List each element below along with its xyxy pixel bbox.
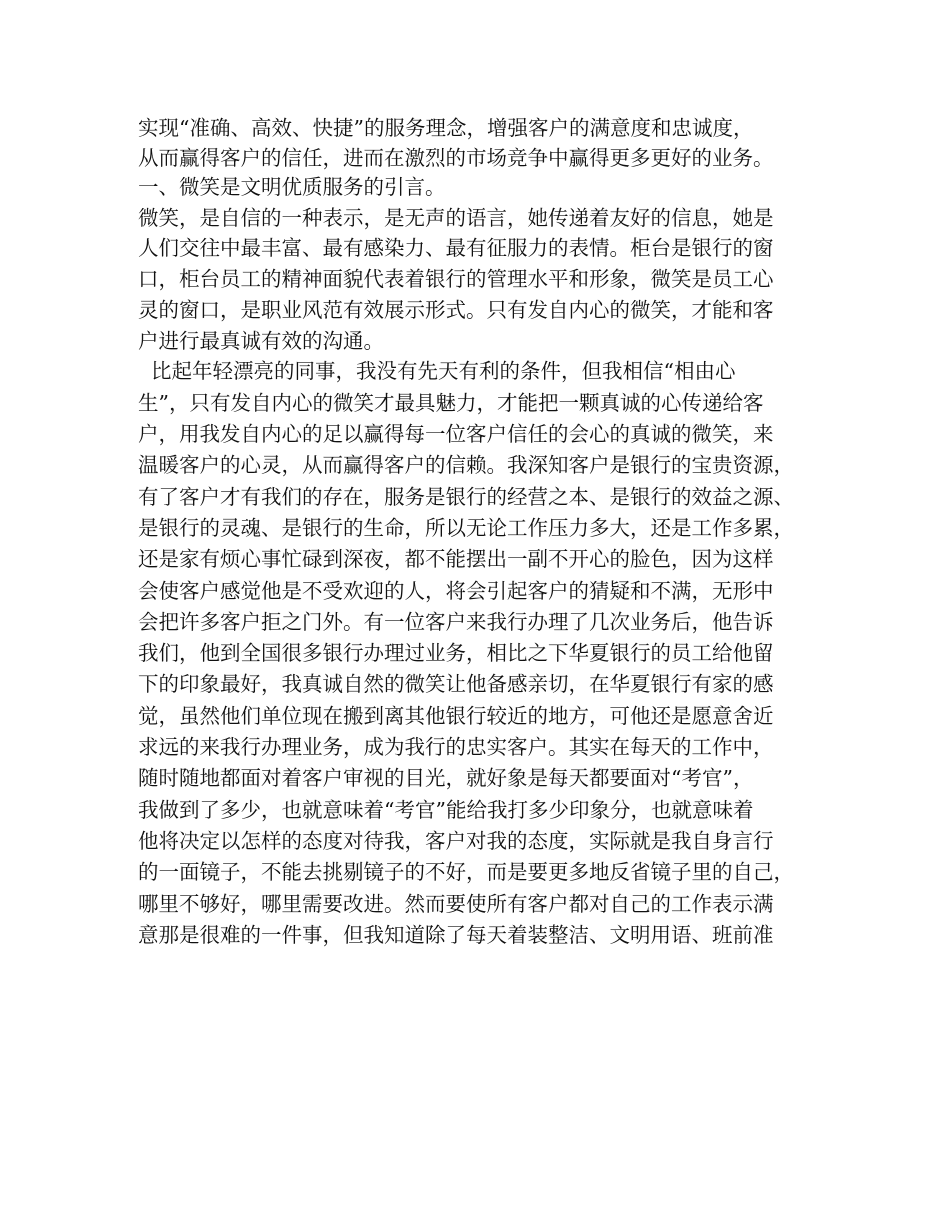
text-line: 会使客户感觉他是不受欢迎的人，将会引起客户的猜疑和不满，无形中 — [138, 578, 774, 603]
document-body — [138, 114, 838, 951]
text-line: 是银行的灵魂、是银行的生命，所以无论工作压力多大，还是工作多累， — [138, 515, 794, 540]
section-heading: 一、微笑是文明优质服务的引言。 — [138, 175, 446, 199]
text-line: 生”，只有发自内心的微笑才最具魅力，才能把一颗真诚的心传递给客 — [138, 390, 764, 415]
text-line: 随时随地都面对着客户审视的目光，就好象是每天都要面对“考官”， — [138, 766, 754, 791]
text-line: 从而赢得客户的信任，进而在激烈的市场竞争中赢得更多更好的业务。 — [138, 145, 774, 170]
text-line: 实现“准确、高效、快捷”的服务理念，增强客户的满意度和忠诚度， — [138, 116, 754, 140]
text-line: 比起年轻漂亮的同事，我没有先天有利的条件，但我相信“相由心 — [138, 359, 736, 384]
text-line: 灵的窗口，是职业风范有效展示形式。只有发自内心的微笑，才能和客 — [138, 297, 774, 322]
text-line: 下的印象最好，我真诚自然的微笑让他备感亲切，在华夏银行有家的感 — [138, 672, 774, 697]
text-line: 有了客户才有我们的存在，服务是银行的经营之本、是银行的效益之源、 — [138, 484, 794, 509]
text-line: 户进行最真诚有效的沟通。 — [138, 328, 384, 353]
text-line: 户，用我发自内心的足以赢得每一位客户信任的会心的真诚的微笑，来 — [138, 422, 774, 447]
text-line: 微笑，是自信的一种表示，是无声的语言，她传递着友好的信息，她是 — [138, 205, 774, 230]
text-line: 口，柜台员工的精神面貌代表着银行的管理水平和形象，微笑是员工心 — [138, 267, 774, 292]
text-line: 还是家有烦心事忙碌到深夜，都不能摆出一副不开心的脸色，因为这样 — [138, 547, 774, 572]
text-line: 哪里不够好，哪里需要改进。然而要使所有客户都对自己的工作表示满 — [138, 891, 774, 916]
text-line: 他将决定以怎样的态度对待我，客户对我的态度，实际就是我自身言行 — [138, 828, 774, 853]
text-line: 意那是很难的一件事，但我知道除了每天着装整洁、文明用语、班前准 — [138, 922, 774, 947]
text-line: 的一面镜子，不能去挑剔镜子的不好，而是要更多地反省镜子里的自己， — [138, 860, 794, 885]
text-line: 人们交往中最丰富、最有感染力、最有征服力的表情。柜台是银行的窗 — [138, 236, 774, 261]
text-line: 温暖客户的心灵，从而赢得客户的信赖。我深知客户是银行的宝贵资源， — [138, 453, 794, 478]
text-line: 我们，他到全国很多银行办理过业务，相比之下华夏银行的员工给他留 — [138, 641, 774, 666]
text-line: 觉，虽然他们单位现在搬到离其他银行较近的地方，可他还是愿意舍近 — [138, 703, 774, 728]
text-line: 求远的来我行办理业务，成为我行的忠实客户。其实在每天的工作中， — [138, 735, 774, 760]
text-line: 会把许多客户拒之门外。有一位客户来我行办理了几次业务后，他告诉 — [138, 609, 774, 634]
text-line: 我做到了多少，也就意味着“考官”能给我打多少印象分，也就意味着 — [138, 797, 754, 822]
